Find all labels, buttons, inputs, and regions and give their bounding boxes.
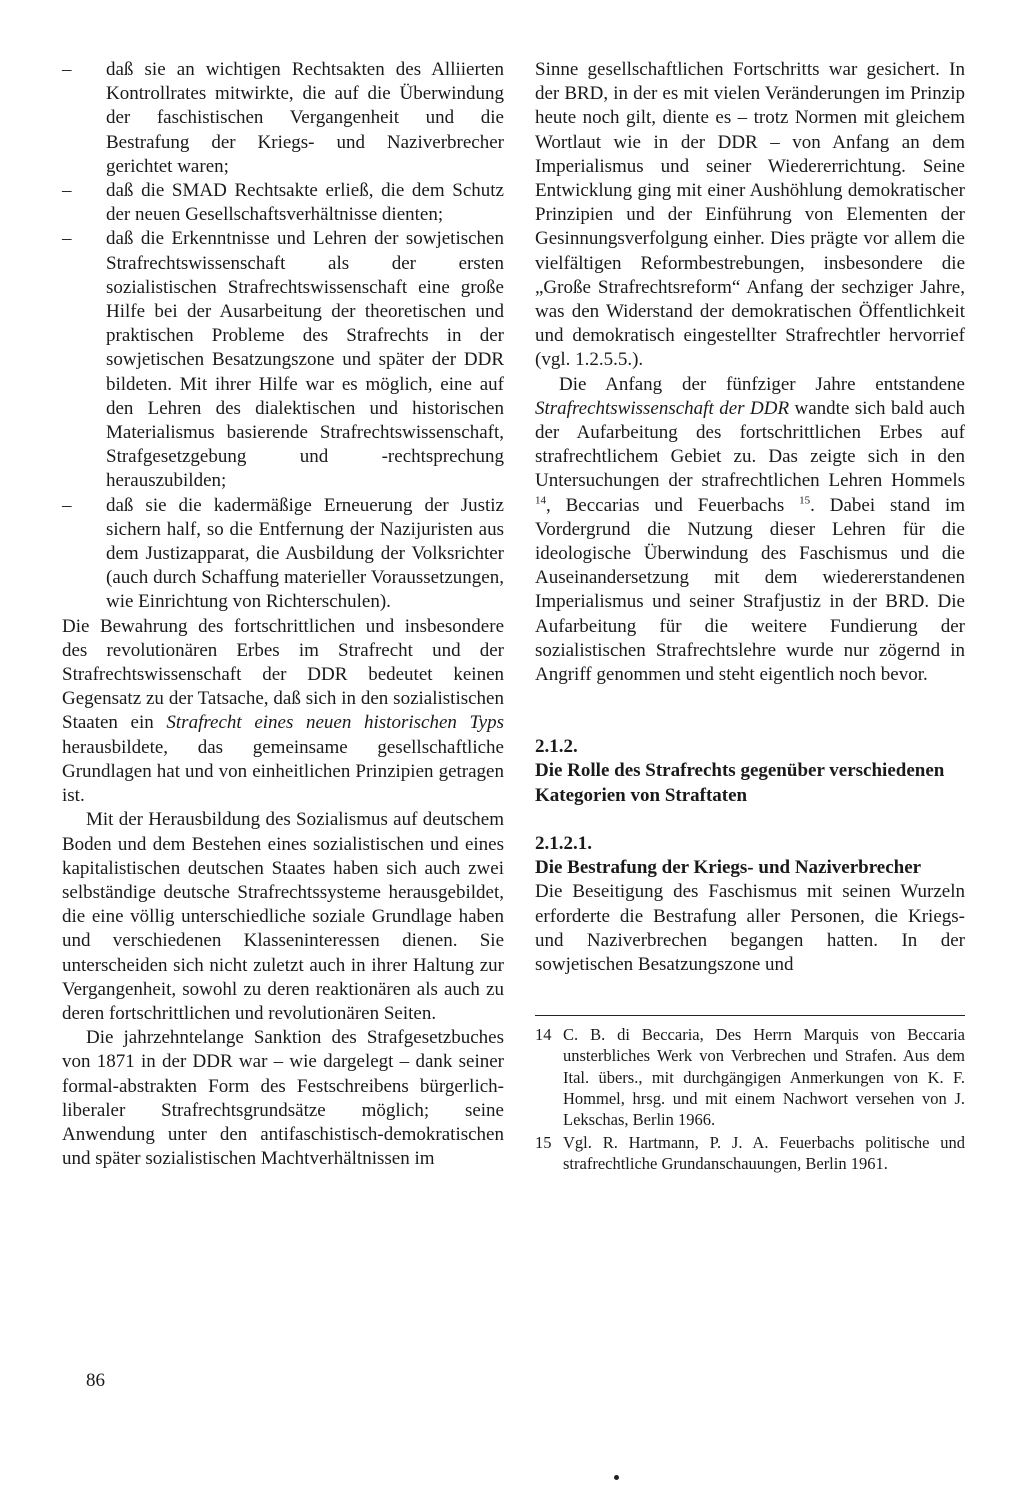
list-item <box>62 58 504 179</box>
dash-marker: – <box>62 59 72 80</box>
list-item <box>62 179 504 227</box>
right-column <box>535 58 965 1175</box>
subsection-heading <box>535 832 965 880</box>
emphasis-term: Strafrechtswissenschaft der DDR <box>535 397 790 419</box>
left-column <box>62 58 504 1171</box>
footnote-number: 14 <box>535 1025 552 1045</box>
list-item <box>62 494 504 615</box>
paragraph-text: Die Anfang der fünfziger Jahre entstandene <box>559 373 965 395</box>
footnote-text: C. B. di Beccaria, Des Herrn Marquis von Beccaria unsterbliches Werk von Verbrechen und Strafen. Aus dem Ital. übers., mit durchgängigen Anmerkungen von K. F. Hommel, hrsg. und mit einem Nachwort versehen von J. Lekschas, Berlin 1966. <box>563 1025 965 1129</box>
section-number: 2.1.2. <box>535 736 578 758</box>
footnote <box>535 1024 965 1130</box>
paragraph-text: Die Bewahrung des fortschrittlichen und insbesondere des revolutionären Erbes im Strafrecht und der Strafrechtswissenschaft der DDR bedeutet keinen Gegensatz zu der Tatsache, daß sich in den sozialistischen Staaten ein <box>62 615 504 734</box>
paragraph-strafrechtswissenschaft <box>535 373 965 688</box>
footnote-text: Vgl. R. Hartmann, P. J. A. Feuerbachs politische und strafrechtliche Grundanschauungen, Berlin 1961. <box>563 1133 965 1174</box>
section-title: Die Rolle des Strafrechts gegenüber verschiedenen Kategorien von Straftaten <box>535 760 945 806</box>
paragraph-erbe <box>62 615 504 809</box>
subsection-number: 2.1.2.1. <box>535 832 592 854</box>
emphasis-term: Strafrecht eines neuen historischen Typs <box>166 712 504 734</box>
section-heading <box>535 735 965 808</box>
footnote <box>535 1132 965 1174</box>
bullet-list <box>62 58 504 615</box>
paragraph-fortschritt: Sinne gesellschaftlichen Fortschritts war gesichert. In der BRD, in der es mit vielen Veränderungen im Prinzip heute noch gilt, diente es – trotz Normen mit gleichem Wortlaut wie in der DDR – von Anfang an dem Imperialismus und seiner Wiedererrichtung. Seine Entwicklung ging mit einer Aushöhlung demokratischer Prinzipien und der Einführung von Elementen der Gesinnungsverfolgung einher. Dies prägte vor allem die vielfältigen Reformbestrebungen, insbesondere die „Große Strafrechtsreform“ Anfang der sechziger Jahre, was den Widerstand der demokratischen Öffentlichkeit und demokratisch eingestellter Strafrechtler hervorrief (vgl. 1.2.5.5.). <box>535 59 965 371</box>
paragraph-text: , Beccarias und Feuerbachs <box>546 494 800 516</box>
footnote-divider <box>535 1015 965 1016</box>
print-mark <box>614 1475 619 1480</box>
list-item-text: daß sie an wichtigen Rechtsakten des Alliierten Kontrollrates mitwirkte, die auf die Überwindung der faschistischen Vergangenheit und die Bestrafung der Kriegs- und Naziverbrecher gerichtet waren; <box>106 59 504 177</box>
list-item-text: daß sie die kadermäßige Erneuerung der Justiz sichern half, so die Entfernung der Nazijuristen aus dem Justizapparat, die Ausbildung der Volksrichter (auch durch Schaffung materieller Voraussetzungen, wie Einrichtung von Richterschulen). <box>106 494 504 613</box>
list-item <box>62 227 504 493</box>
dash-marker: – <box>62 494 72 516</box>
footnote-ref[interactable]: 15 <box>799 494 811 507</box>
footnote-ref[interactable]: 14 <box>535 494 546 507</box>
dash-marker: – <box>62 180 72 202</box>
dash-marker: – <box>62 228 72 250</box>
paragraph-sanktion: Die jahrzehntelange Sanktion des Strafgesetzbuches von 1871 in der DDR war – wie dargelegt – dank seiner formal-abstrakten Form des Festschreibens bürgerlich-liberaler Strafrechtsgrundsätze möglich; seine Anwendung unter den antifaschistisch-demokratischen und später sozialistischen Machtverhältnissen im <box>62 1027 504 1170</box>
list-item-text: daß die Erkenntnisse und Lehren der sowjetischen Strafrechtswissenschaft als der ersten sozialistischen Strafrechtswissenschaft eine große Hilfe bei der Ausarbeitung der theoretischen und praktischen Probleme des Strafrechts in der sowjetischen Besatzungszone und später der DDR bildeten. Mit ihrer Hilfe war es möglich, eine auf den Lehren des dialektischen und historischen Materialismus basierende Strafrechtswissenschaft, Strafgesetzgebung und -rechtsprechung herauszubilden; <box>106 228 504 492</box>
paragraph-text: wandte sich bald auch der Aufarbeitung des fortschrittlichen Erbes auf strafrechtlichem Gebiet zu. Das zeigte sich in den Untersuchungen der strafrechtlichen Lehren Hommels <box>535 397 965 492</box>
footnote-number: 15 <box>535 1133 552 1153</box>
subsection-title: Die Bestrafung der Kriegs- und Naziverbrecher <box>535 857 922 879</box>
paragraph-text: . Dabei stand im Vordergrund die Nutzung dieser Lehren für die ideologische Überwindung des Faschismus und die Auseinandersetzung mit dem wiedererstandenen Imperialismus und seiner Strafjustiz in der BRD. Die Aufarbeitung für die weitere Fundierung der sozialistischen Strafrechtslehre wurde nur zögernd in Angriff genommen und steht eigentlich noch bevor. <box>535 494 966 686</box>
paragraph-beseitigung: Die Beseitigung des Faschismus mit seinen Wurzeln erforderte die Bestrafung aller Personen, die Kriegs- und Naziverbrechen begangen hatten. In der sowjetischen Besatzungszone und <box>535 881 965 975</box>
list-item-text: daß die SMAD Rechtsakte erließ, die dem Schutz der neuen Gesellschaftsverhältnisse dienten; <box>106 180 504 226</box>
paragraph-sozialismus: Mit der Herausbildung des Sozialismus auf deutschem Boden und dem Bestehen eines sozialistischen und eines kapitalistischen deutschen Staates haben sich auch zwei selbständige deutsche Strafrechtssysteme herausgebildet, die eine völlig unterschiedliche soziale Grundlage haben und verschiedenen Klasseninteressen dienen. Sie unterscheiden sich nicht zuletzt auch in ihrer Haltung zur Vergangenheit, sowohl zu deren reaktionären als auch zu deren fortschrittlichen und revolutionären Seiten. <box>62 809 504 1024</box>
page-number: 86 <box>86 1370 105 1391</box>
paragraph-text: herausbildete, das gemeinsame gesellschaftliche Grundlagen hat und von einheitlichen Prinzipien getragen ist. <box>62 736 504 807</box>
